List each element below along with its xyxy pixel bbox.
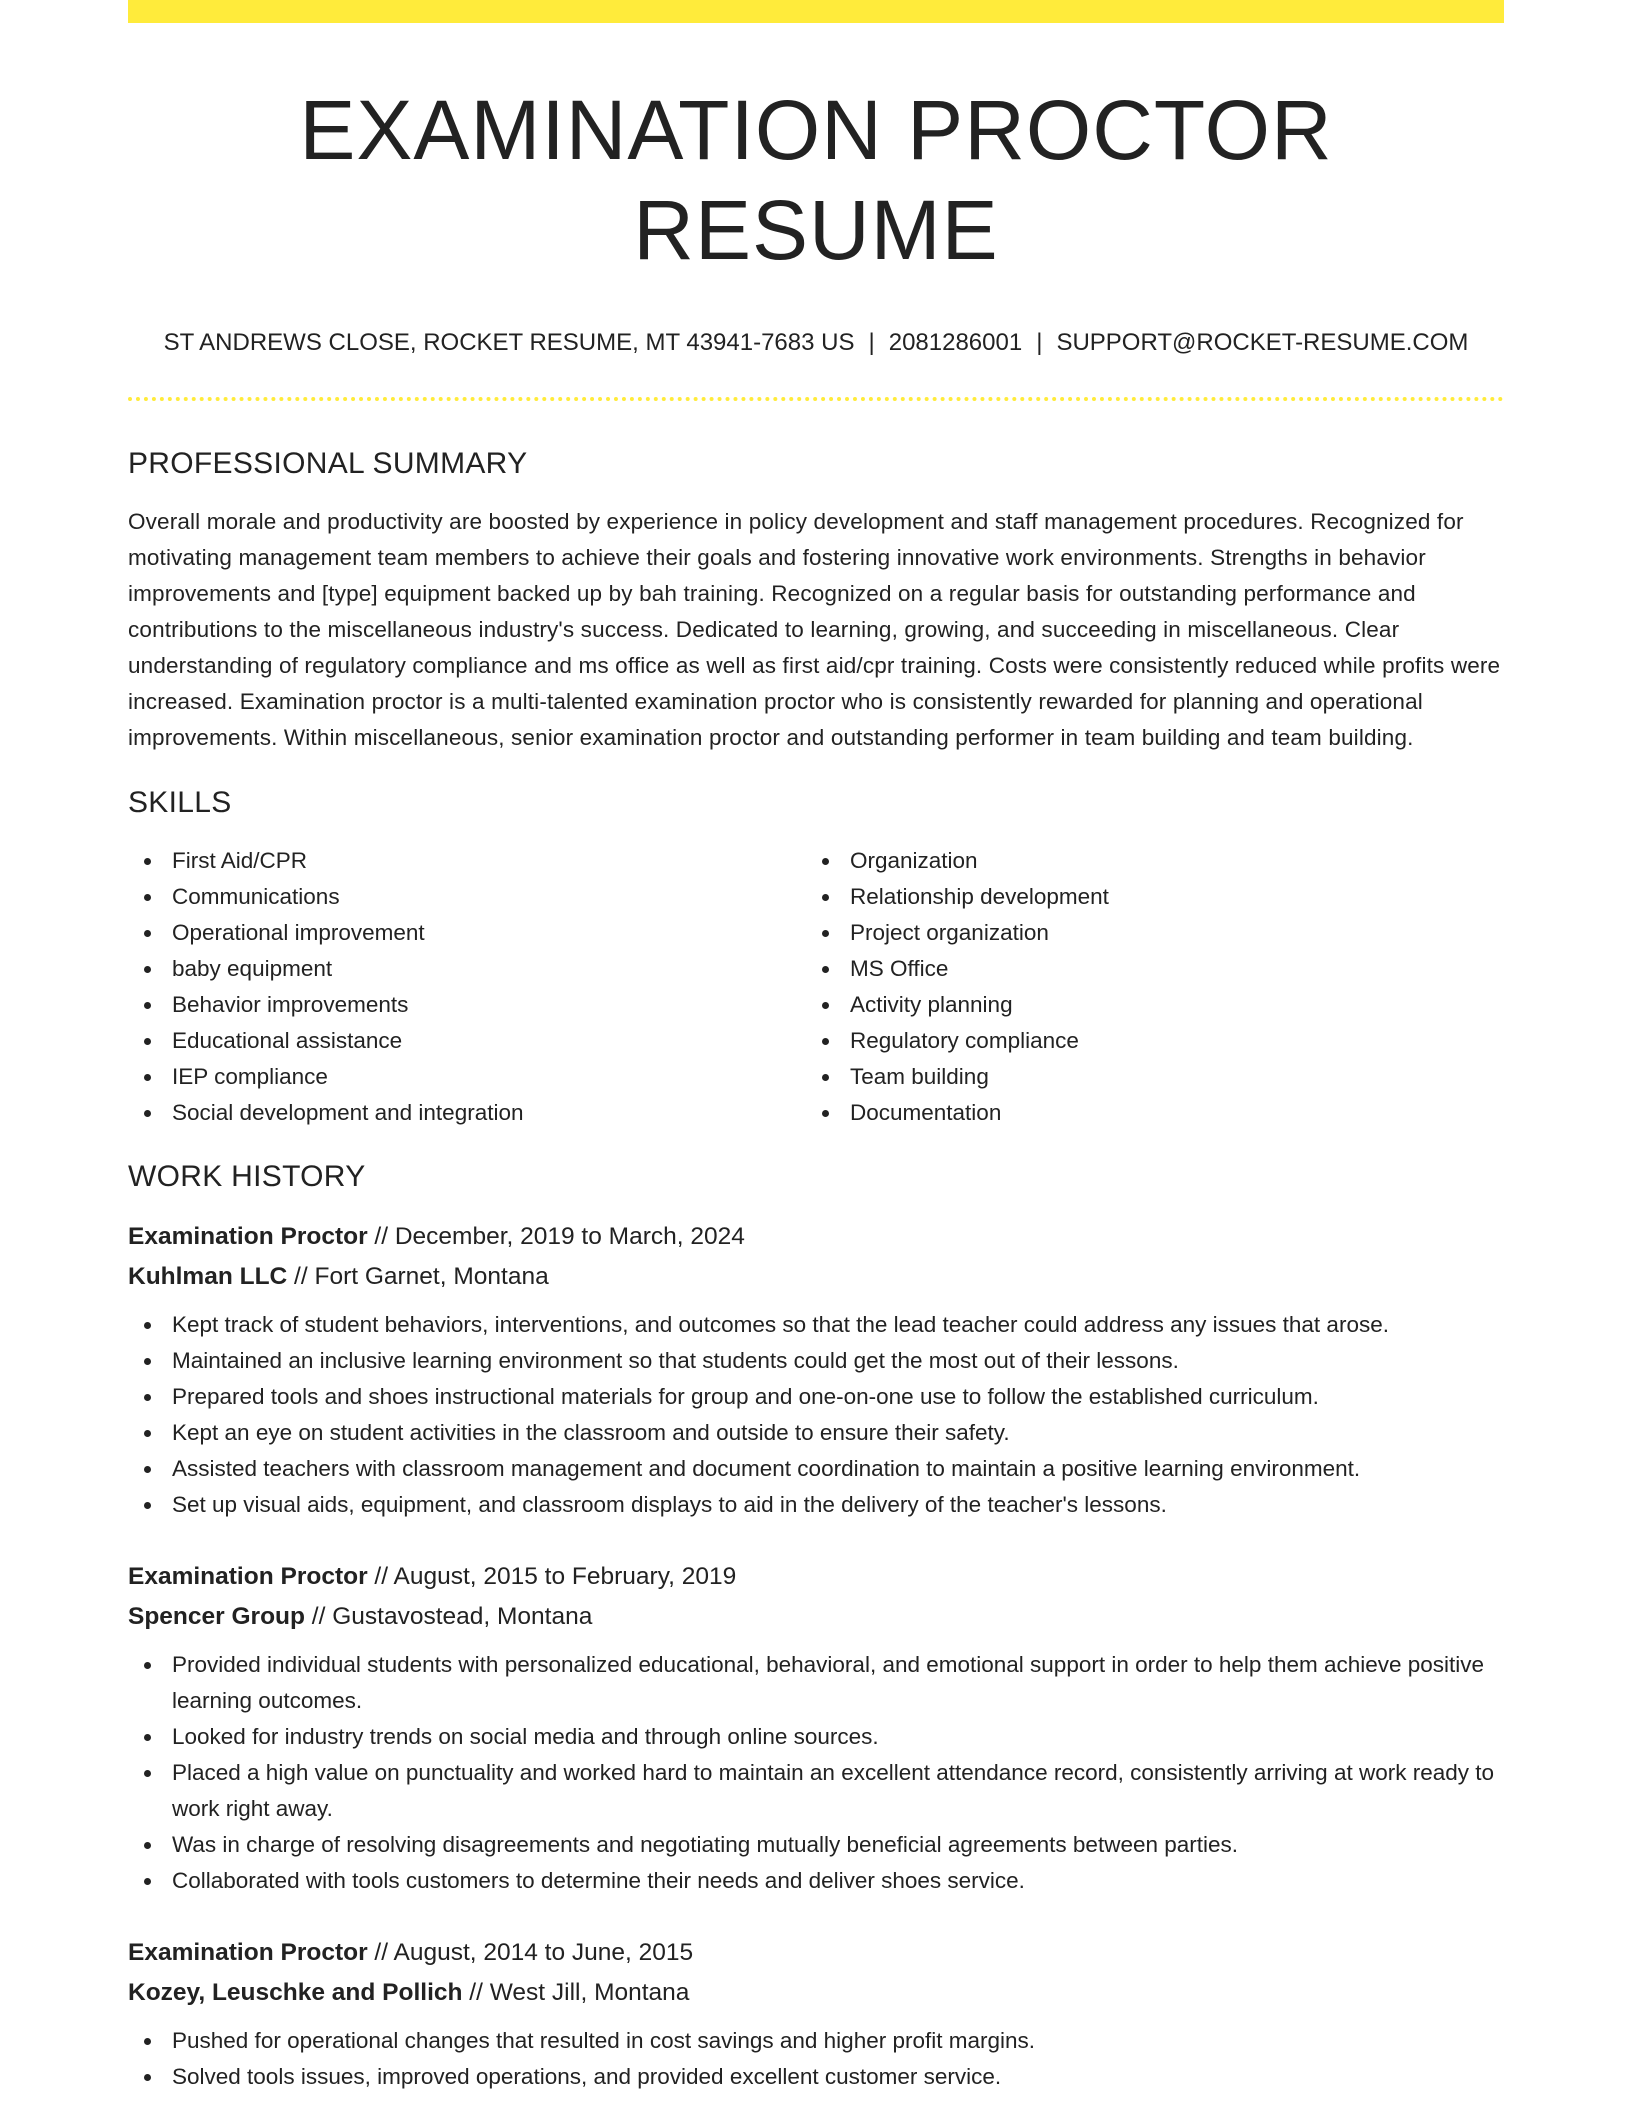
job-location: // Gustavostead, Montana: [304, 1603, 593, 1630]
job-bullet: Set up visual aids, equipment, and classroom displays to aid in the delivery of the teacher's lessons.: [128, 1487, 1504, 1523]
skills-list: [128, 843, 1504, 1131]
job-title-line: [128, 1557, 1504, 1597]
job-bullet: Kept track of student behaviors, interventions, and outcomes so that the lead teacher could address any issues that arose.: [128, 1307, 1504, 1343]
job-bullet: Was in charge of resolving disagreements and negotiating mutually beneficial agreements between parties.: [128, 1827, 1504, 1863]
job-title-line: [128, 1217, 1504, 1257]
job-role: Examination Proctor: [128, 1563, 368, 1590]
job-company-line: [128, 1257, 1504, 1297]
skill-item: IEP compliance: [128, 1059, 806, 1095]
skill-item: baby equipment: [128, 951, 806, 987]
job-location: // Fort Garnet, Montana: [287, 1263, 549, 1290]
job-company: Kuhlman LLC: [128, 1263, 288, 1290]
job-bullet: Solved tools issues, improved operations, and provided excellent customer service.: [128, 2059, 1504, 2095]
skill-item: Documentation: [806, 1095, 1484, 1131]
skill-item: Behavior improvements: [128, 987, 806, 1023]
accent-bar: [128, 0, 1504, 23]
job-bullet: Provided individual students with personalized educational, behavioral, and emotional support in order to help them achieve positive learning outcomes.: [128, 1647, 1504, 1719]
job-company-line: [128, 1973, 1504, 2013]
address-text: ST ANDREWS CLOSE, ROCKET RESUME, MT 43941-7683 US: [163, 329, 855, 356]
summary-heading: PROFESSIONAL SUMMARY: [128, 447, 528, 480]
contact-separator: |: [868, 329, 875, 356]
skill-item: Regulatory compliance: [806, 1023, 1484, 1059]
contact-separator: |: [1036, 329, 1043, 356]
job-company: Kozey, Leuschke and Pollich: [128, 1979, 463, 2006]
job-entry: [128, 1557, 1504, 1899]
job-location: // West Jill, Montana: [462, 1979, 690, 2006]
job-bullet: Kept an eye on student activities in the classroom and outside to ensure their safety.: [128, 1415, 1504, 1451]
skill-item: Team building: [806, 1059, 1484, 1095]
skill-item: Organization: [806, 843, 1484, 879]
job-bullet: Assisted teachers with classroom management and document coordination to maintain a positive learning environment.: [128, 1451, 1504, 1487]
job-bullet: Prepared tools and shoes instructional materials for group and one-on-one use to follow the established curriculum.: [128, 1379, 1504, 1415]
job-company: Spencer Group: [128, 1603, 305, 1630]
skill-item: First Aid/CPR: [128, 843, 806, 879]
skill-item: Activity planning: [806, 987, 1484, 1023]
skill-item: Communications: [128, 879, 806, 915]
job-entry: [128, 1933, 1504, 2095]
job-role: Examination Proctor: [128, 1223, 368, 1250]
contact-line: [128, 327, 1504, 359]
skills-heading: SKILLS: [128, 786, 232, 819]
skill-item: Educational assistance: [128, 1023, 806, 1059]
job-bullet: Placed a high value on punctuality and worked hard to maintain an excellent attendance record, consistently arriving at work ready to work right away.: [128, 1755, 1504, 1827]
job-bullets: [128, 1647, 1504, 1899]
phone-text: 2081286001: [888, 329, 1023, 356]
job-bullet: Pushed for operational changes that resulted in cost savings and higher profit margins.: [128, 2023, 1504, 2059]
job-company-line: [128, 1597, 1504, 1637]
email-text: SUPPORT@ROCKET-RESUME.COM: [1056, 329, 1469, 356]
skill-item: Operational improvement: [128, 915, 806, 951]
work-history-heading: WORK HISTORY: [128, 1160, 366, 1193]
job-bullets: [128, 1307, 1504, 1523]
skill-item: Social development and integration: [128, 1095, 806, 1131]
resume-title: EXAMINATION PROCTOR RESUME: [299, 83, 1333, 277]
job-bullets: [128, 2023, 1504, 2095]
job-dates: // December, 2019 to March, 2024: [367, 1223, 745, 1250]
skill-item: Project organization: [806, 915, 1484, 951]
summary-text: Overall morale and productivity are boosted by experience in policy development and staff management procedures. Recognized for motivating management team members to achieve their goals and fostering innovative work environments. Strengths in behavior improvements and [type] equipment backed up by bah training. Recognized on a regular basis for outstanding performance and contributions to the miscellaneous industry's success. Dedicated to learning, growing, and succeeding in miscellaneous. Clear understanding of regulatory compliance and ms office as well as first aid/cpr training. Costs were consistently reduced while profits were increased. Examination proctor is a multi-talented examination proctor who is consistently rewarded for planning and operational improvements. Within miscellaneous, senior examination proctor and outstanding performer in team building and team building.: [128, 509, 1501, 750]
job-dates: // August, 2014 to June, 2015: [367, 1939, 694, 1966]
dotted-divider: [128, 397, 1504, 401]
skill-item: MS Office: [806, 951, 1484, 987]
job-dates: // August, 2015 to February, 2019: [367, 1563, 737, 1590]
job-entry: [128, 1217, 1504, 1523]
job-bullet: Maintained an inclusive learning environment so that students could get the most out of their lessons.: [128, 1343, 1504, 1379]
job-bullet: Collaborated with tools customers to determine their needs and deliver shoes service.: [128, 1863, 1504, 1899]
resume-page: [128, 0, 1504, 2095]
job-title-line: [128, 1933, 1504, 1973]
skills-column-right: [806, 843, 1484, 1131]
skill-item: Relationship development: [806, 879, 1484, 915]
job-bullet: Looked for industry trends on social media and through online sources.: [128, 1719, 1504, 1755]
job-role: Examination Proctor: [128, 1939, 368, 1966]
skills-column-left: [128, 843, 806, 1131]
